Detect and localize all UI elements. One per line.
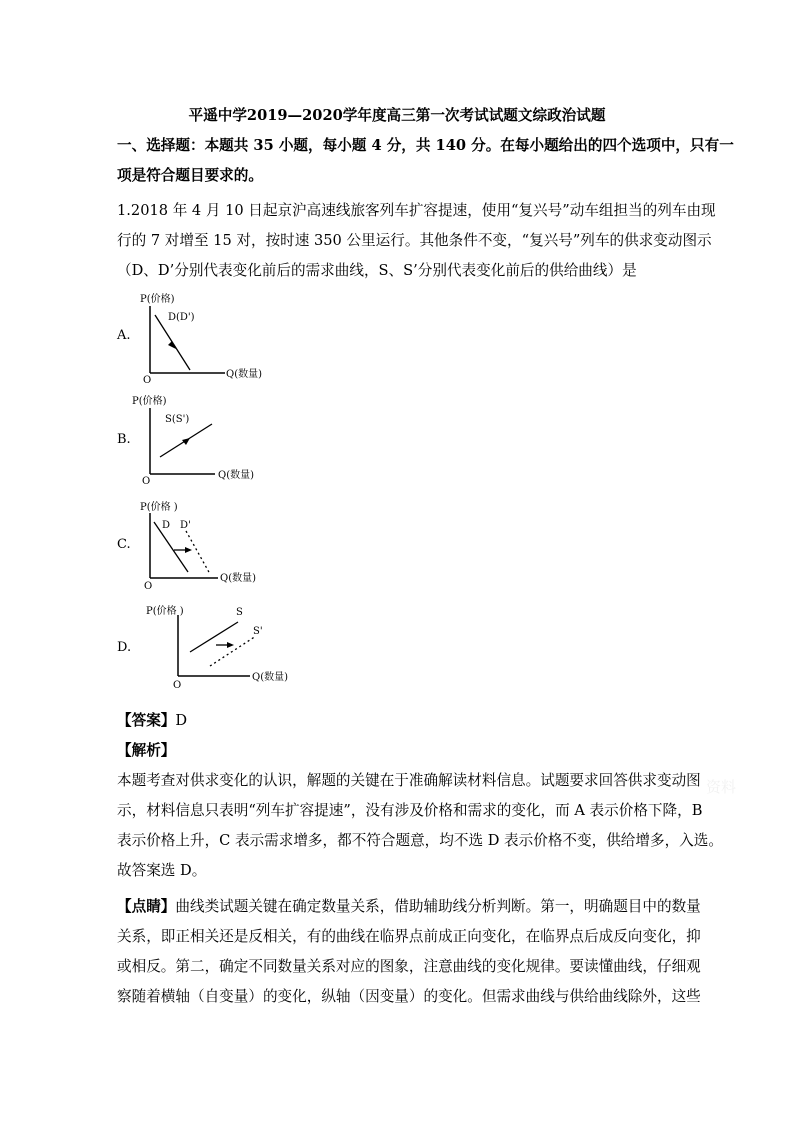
analysis-line-3: 表示价格上升，C 表示需求增多，都不符合题意，均不选 D 表示价格不变，供给增多，入选。 — [117, 832, 723, 849]
answer-line — [117, 709, 687, 730]
section-heading-line-1: 一、选择题：本题共 35 小题，每小题 4 分，共 140 分。在每小题给出的四个选项中，只有一 — [117, 137, 734, 154]
analysis-tag: 【解析】 — [117, 742, 176, 759]
analysis-line-2: 示，材料信息只表明“列车扩容提速”，没有涉及价格和需求的变化，而 A 表示价格下降，B — [117, 802, 703, 819]
option-a-graph — [130, 290, 280, 394]
option-c-origin: O — [144, 581, 153, 592]
question-line-1: 1.2018 年 4 月 10 日起京沪高速线旅客列车扩容提速，使用“复兴号”动车组担当的列车由现 — [117, 202, 716, 219]
page-title: 平遥中学2019—2020学年度高三第一次考试试题文综政治试题 — [188, 107, 606, 124]
analysis-line-4: 故答案选 D。 — [117, 862, 207, 879]
arrow-icon — [227, 642, 234, 648]
answer-tag: 【答案】 — [117, 712, 176, 729]
option-d-label: D. — [117, 640, 132, 655]
analysis-line-1: 本题考查对供求变化的认识，解题的关键在于准确解读材料信息。试题要求回答供求变动图 — [117, 772, 701, 789]
option-b-label: B. — [117, 432, 131, 447]
shifted-supply-curve — [210, 636, 256, 666]
option-c-curve-label-1: D — [162, 520, 171, 531]
option-c-graph — [130, 498, 280, 602]
section-heading-line-2: 项是符合题目要求的。 — [117, 167, 263, 184]
watermark: 资料 — [706, 778, 737, 796]
question-line-3: （D、D’分别代表变化前后的需求曲线，S、S’分别代表变化前后的供给曲线）是 — [117, 262, 637, 279]
option-b-graph — [130, 392, 280, 496]
option-c-label: C. — [117, 537, 131, 552]
option-d-xlabel: Q(数量) — [252, 672, 289, 683]
option-d-ylabel: P(价格 ) — [146, 606, 184, 617]
option-d-curve-label-1: S — [236, 607, 243, 618]
option-a-origin: O — [143, 375, 152, 386]
option-b-xlabel: Q(数量) — [218, 470, 255, 481]
answer-value: D — [175, 712, 188, 729]
option-a-xlabel: Q(数量) — [226, 369, 263, 380]
question-line-2: 行的 7 对增至 15 对，按时速 350 公里运行。其他条件不变，“复兴号”列车的供求变动图示 — [117, 232, 712, 249]
option-d-curve-label-2: S' — [253, 626, 263, 637]
tip-first: 曲线类试题关键在确定数量关系，借助辅助线分析判断。第一，明确题目中的数量 — [175, 898, 701, 915]
option-b-origin: O — [142, 476, 151, 487]
option-d-origin: O — [173, 680, 182, 691]
tip-line-1 — [117, 895, 701, 916]
option-c-ylabel: P(价格 ) — [140, 502, 178, 513]
option-c-xlabel: Q(数量) — [220, 573, 257, 584]
tip-tag: 【点睛】 — [117, 898, 176, 915]
arrow-icon — [185, 547, 192, 553]
option-d-graph — [140, 600, 300, 704]
shifted-demand-curve — [186, 531, 210, 574]
tip-line-4: 察随着横轴（自变量）的变化，纵轴（因变量）的变化。但需求曲线与供给曲线除外，这些 — [117, 988, 701, 1005]
tip-line-3: 或相反。第二，确定不同数量关系对应的图象，注意曲线的变化规律。要读懂曲线，仔细观 — [117, 958, 701, 975]
option-b-curve-label: S(S') — [165, 414, 190, 425]
option-b-ylabel: P(价格) — [132, 396, 167, 407]
option-a-curve-label: D(D') — [168, 312, 195, 323]
arrow-icon — [182, 438, 190, 445]
option-a-label: A. — [117, 328, 131, 343]
tip-line-2: 关系，即正相关还是反相关，有的曲线在临界点前成正向变化，在临界点后成反向变化，抑 — [117, 928, 701, 945]
option-a-ylabel: P(价格) — [140, 294, 175, 305]
option-c-curve-label-2: D' — [180, 520, 191, 531]
supply-curve — [190, 622, 238, 652]
